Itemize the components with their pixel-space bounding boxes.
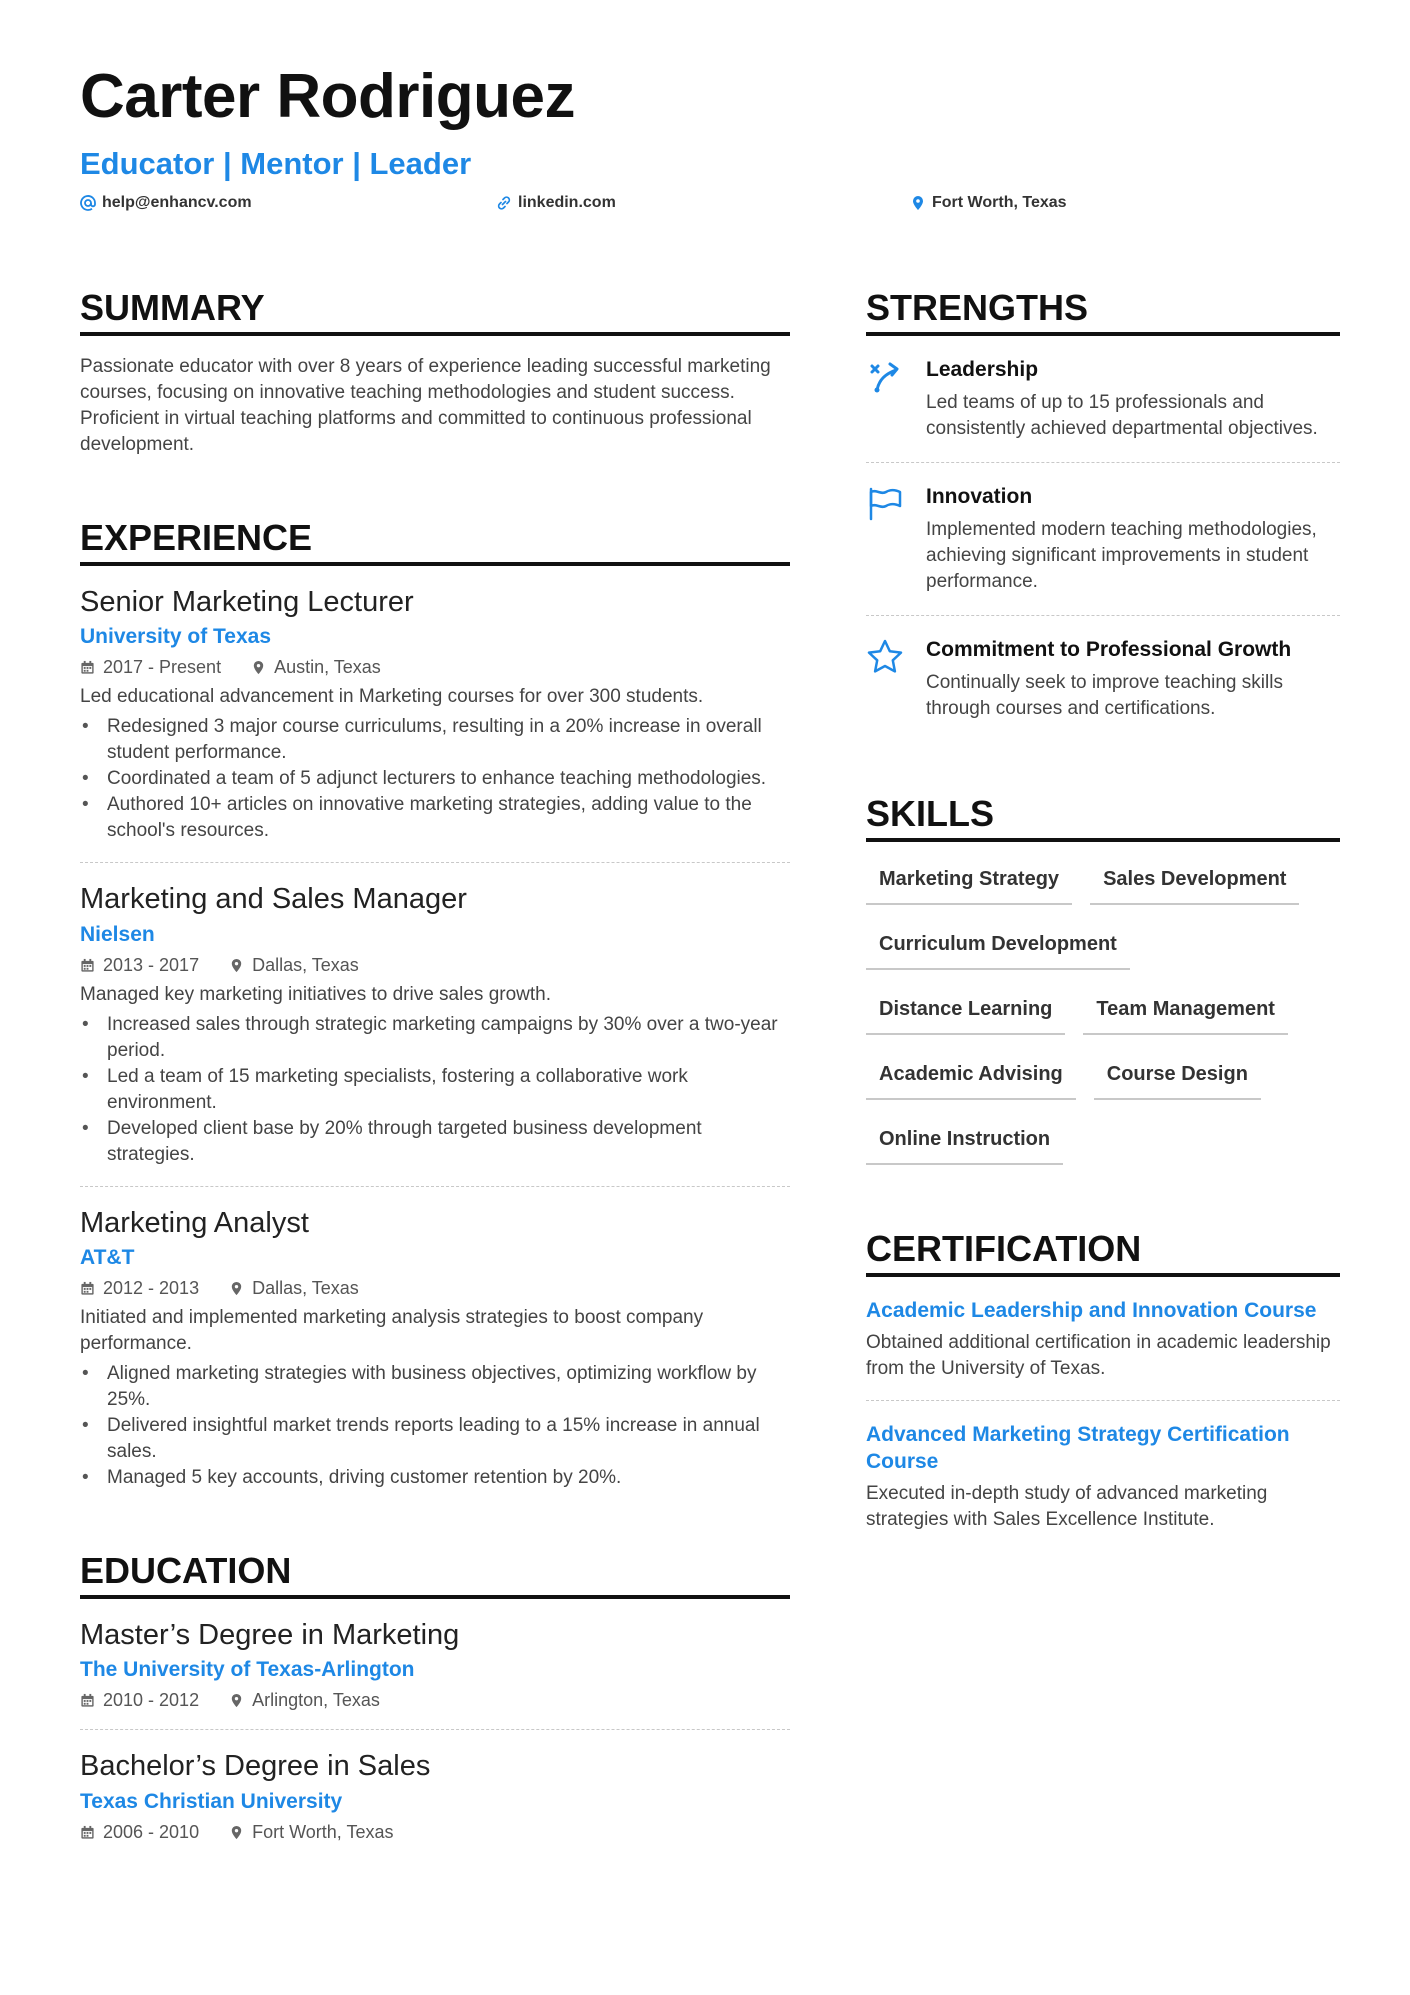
job-description: Initiated and implemented marketing analysis strategies to boost company performance. (80, 1307, 704, 1355)
calendar-icon (80, 958, 95, 973)
job-description: Led educational advancement in Marketing courses for over 300 students. (80, 686, 704, 708)
strength-icon-wrap (866, 485, 908, 595)
skills-list (866, 858, 1340, 1183)
job-bullet: • Coordinated a team of 5 adjunct lecturers to enhance teaching methodologies. (80, 766, 790, 792)
location-text: Fort Worth, Texas (932, 194, 1067, 211)
school-name: Texas Christian University (80, 1789, 343, 1813)
contact-location (910, 195, 1067, 211)
experience-entry (80, 862, 790, 1185)
job-bullet: • Increased sales through strategic marketing campaigns by 30% over a two-year period. (80, 1012, 790, 1064)
education-heading: EDUCATION (80, 1553, 790, 1599)
job-bullets (80, 714, 790, 844)
email-text: help@enhancv.com (102, 194, 252, 211)
education-dates: 2010 - 2012 (103, 1690, 200, 1711)
job-dates: 2012 - 2013 (103, 1278, 200, 1299)
experience-list (80, 566, 790, 1509)
education-dates: 2006 - 2010 (103, 1821, 200, 1842)
job-title: Senior Marketing Lecturer (80, 586, 414, 618)
strength-item (866, 336, 1340, 462)
education-list (80, 1599, 790, 1861)
degree-title: Bachelor’s Degree in Sales (80, 1750, 431, 1783)
experience-entry (80, 566, 790, 862)
skills-heading: SKILLS (866, 796, 1340, 842)
strength-icon-wrap (866, 638, 908, 722)
skill-tag: Curriculum Development (866, 923, 1130, 970)
strength-description: Continually seek to improve teaching skills through courses and certifications. (926, 672, 1283, 719)
contact-email[interactable] (80, 195, 252, 211)
location-pin-icon (229, 1281, 244, 1296)
job-bullet: • Delivered insightful market trends reports leading to a 15% increase in annual sales. (80, 1413, 790, 1465)
summary-text: Passionate educator with over 8 years of experience leading successful marketing courses, focusing on innovative teaching methodologies and student success. Proficient in virtual teaching platforms and committed to continuous professional development. (80, 356, 771, 455)
location-pin-icon (229, 958, 244, 973)
degree-title: Master’s Degree in Marketing (80, 1619, 460, 1652)
skill-tag: Distance Learning (866, 988, 1065, 1035)
skill-tag: Academic Advising (866, 1053, 1076, 1100)
at-icon (80, 195, 96, 211)
job-bullet: • Redesigned 3 major course curriculums, resulting in a 20% increase in overall student performance. (80, 714, 790, 766)
certification-description: Executed in-depth study of advanced marketing strategies with Sales Excellence Institute. (866, 1483, 1268, 1530)
job-bullets (80, 1361, 790, 1491)
certification-title: Academic Leadership and Innovation Course (866, 1299, 1317, 1322)
star-icon (866, 638, 904, 676)
location-pin-icon (910, 195, 926, 211)
strengths-heading: STRENGTHS (866, 290, 1340, 336)
strength-icon-wrap (866, 358, 908, 442)
left-column (80, 287, 790, 1861)
skill-tag: Team Management (1083, 988, 1288, 1035)
linkedin-text: linkedin.com (518, 194, 616, 211)
job-location: Dallas, Texas (252, 1278, 359, 1299)
job-bullet: • Authored 10+ articles on innovative marketing strategies, adding value to the school's resources. (80, 792, 790, 844)
certification-list (866, 1277, 1340, 1551)
skill-tag: Sales Development (1090, 858, 1299, 905)
certification-heading: CERTIFICATION (866, 1231, 1340, 1277)
skill-tag: Course Design (1094, 1053, 1261, 1100)
strengths-list (866, 336, 1340, 742)
job-meta (80, 657, 790, 678)
job-title: Marketing Analyst (80, 1206, 309, 1239)
job-bullet: • Led a team of 15 marketing specialists, fostering a collaborative work environment. (80, 1064, 790, 1116)
job-title: Marketing and Sales Manager (80, 883, 467, 916)
education-meta (80, 1822, 790, 1843)
job-meta (80, 1278, 790, 1299)
job-dates: 2013 - 2017 (103, 954, 200, 975)
location-pin-icon (251, 660, 266, 675)
right-column (866, 287, 1340, 1551)
education-meta (80, 1690, 790, 1711)
strength-description: Led teams of up to 15 professionals and consistently achieved departmental objectives. (926, 392, 1318, 439)
experience-entry (80, 1186, 790, 1509)
strength-item (866, 615, 1340, 742)
experience-heading: EXPERIENCE (80, 520, 790, 566)
flag-icon (866, 485, 904, 523)
school-name: The University of Texas-Arlington (80, 1658, 415, 1682)
calendar-icon (80, 1281, 95, 1296)
company-name: Nielsen (80, 922, 155, 946)
strength-item (866, 462, 1340, 615)
education-entry (80, 1599, 790, 1729)
job-bullet: • Developed client base by 20% through targeted business development strategies. (80, 1116, 790, 1168)
education-entry (80, 1729, 790, 1860)
certification-item (866, 1400, 1340, 1551)
strength-title: Innovation (926, 485, 1033, 508)
job-description: Managed key marketing initiatives to drive sales growth. (80, 983, 552, 1005)
strategy-icon (866, 358, 904, 396)
summary-heading: SUMMARY (80, 290, 790, 336)
skill-tag: Online Instruction (866, 1118, 1063, 1165)
education-location: Fort Worth, Texas (252, 1821, 394, 1842)
location-pin-icon (229, 1693, 244, 1708)
job-dates: 2017 - Present (103, 657, 222, 678)
link-icon (496, 195, 512, 211)
job-location: Austin, Texas (274, 657, 381, 678)
calendar-icon (80, 1825, 95, 1840)
job-bullet: • Aligned marketing strategies with business objectives, optimizing workflow by 25%. (80, 1361, 790, 1413)
education-location: Arlington, Texas (252, 1690, 380, 1711)
job-location: Dallas, Texas (252, 954, 359, 975)
strength-description: Implemented modern teaching methodologies, achieving significant improvements in student performance. (926, 519, 1317, 592)
job-bullets (80, 1012, 790, 1168)
skill-tag: Marketing Strategy (866, 858, 1072, 905)
calendar-icon (80, 1693, 95, 1708)
candidate-name: Carter Rodriguez (80, 62, 575, 131)
company-name: University of Texas (80, 625, 272, 649)
contact-linkedin[interactable] (496, 195, 616, 211)
certification-description: Obtained additional certification in academic leadership from the University of Texas. (866, 1332, 1331, 1379)
candidate-headline: Educator | Mentor | Leader (80, 146, 472, 181)
job-bullet: • Managed 5 key accounts, driving customer retention by 20%. (80, 1465, 790, 1491)
certification-title: Advanced Marketing Strategy Certification Course (866, 1423, 1290, 1473)
company-name: AT&T (80, 1246, 135, 1270)
certification-item (866, 1277, 1340, 1400)
job-meta (80, 955, 790, 976)
location-pin-icon (229, 1825, 244, 1840)
strength-title: Commitment to Professional Growth (926, 638, 1292, 661)
strength-title: Leadership (926, 358, 1039, 381)
calendar-icon (80, 660, 95, 675)
